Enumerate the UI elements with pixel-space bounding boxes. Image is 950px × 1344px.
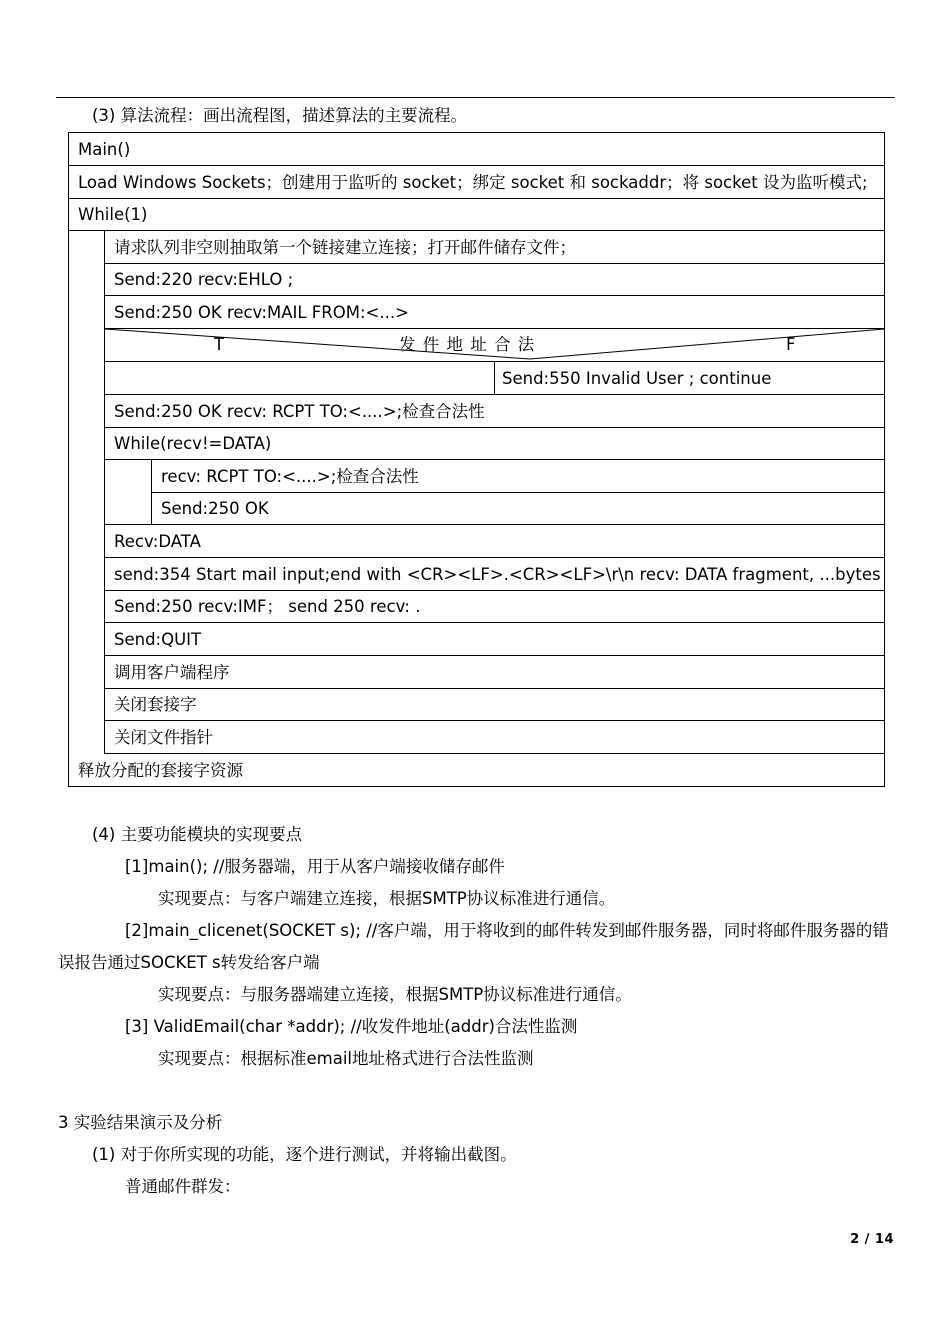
- section3-heading: (3) 算法流程：画出流程图，描述算法的主要流程。: [92, 106, 468, 125]
- condition-valid-sender: [105, 329, 884, 362]
- results-item1: (1) 对于你所实现的功能，逐个进行测试，并将输出截图。: [92, 1145, 517, 1164]
- condition-false-label: F: [786, 335, 796, 354]
- module3-point: 实现要点：根据标准email地址格式进行合法性监测: [158, 1049, 534, 1068]
- module2-line2: 误报告通过SOCKET s转发给客户端: [58, 953, 320, 972]
- flow-request: 请求队列非空则抽取第一个链接建立连接；打开邮件储存文件；: [105, 231, 884, 264]
- flow-call-client: 调用客户端程序: [105, 656, 884, 689]
- flow-inner-send250: Send:250 OK: [152, 492, 884, 525]
- flow-send354: send:354 Start mail input;end with <CR><LF>.<CR><LF>\r\n recv: DATA fragment, ...bytes: [105, 558, 884, 591]
- flow-inner-rcpt: recv: RCPT TO:<....>;检查合法性: [152, 460, 884, 493]
- flow-while1: While(1): [69, 198, 884, 231]
- condition-text: 发 件 地 址 合 法: [399, 335, 536, 354]
- module3: [3] ValidEmail(char *addr); //收发件地址(addr)合法性监测: [125, 1017, 578, 1036]
- flow-while-data: While(recv!=DATA): [105, 427, 884, 460]
- header-rule: [56, 97, 895, 98]
- flow-send250-rcpt: Send:250 OK recv: RCPT TO:<....>;检查合法性: [105, 395, 884, 428]
- flow-send250-imf: Send:250 recv:IMF； send 250 recv: .: [105, 590, 884, 623]
- results-item1-sub: 普通邮件群发：: [125, 1177, 241, 1196]
- flowchart: [68, 132, 885, 787]
- flow-send220: Send:220 recv:EHLO ;: [105, 263, 884, 296]
- section-results-heading: 3 实验结果演示及分析: [58, 1113, 223, 1132]
- condition-true-label: T: [214, 335, 225, 354]
- module2-point: 实现要点：与服务器端建立连接，根据SMTP协议标准进行通信。: [158, 985, 632, 1004]
- flow-close-socket: 关闭套接字: [105, 688, 884, 721]
- flow-close-file: 关闭文件指针: [105, 721, 884, 754]
- flow-release: 释放分配的套接字资源: [78, 761, 243, 780]
- module1-point: 实现要点：与客户端建立连接，根据SMTP协议标准进行通信。: [158, 889, 616, 908]
- section4-heading: (4) 主要功能模块的实现要点: [92, 825, 303, 844]
- module2-line1: [2]main_clicenet(SOCKET s); //客户端，用于将收到的邮件转发到邮件服务器，同时将邮件服务器的错: [125, 921, 889, 940]
- flow-recv-data: Recv:DATA: [105, 525, 884, 558]
- flow-send-quit: Send:QUIT: [105, 623, 884, 656]
- true-branch-empty: [105, 362, 494, 395]
- flow-main: Main(): [69, 133, 884, 166]
- page-number: 2 / 14: [850, 1232, 894, 1247]
- module1: [1]main(); //服务器端，用于从客户端接收储存邮件: [125, 857, 505, 876]
- flow-load: Load Windows Sockets；创建用于监听的 socket；绑定 socket 和 sockaddr；将 socket 设为监听模式;: [69, 166, 884, 199]
- false-branch: Send:550 Invalid User ; continue: [495, 362, 884, 395]
- flow-send250-mail: Send:250 OK recv:MAIL FROM:<...>: [105, 296, 884, 329]
